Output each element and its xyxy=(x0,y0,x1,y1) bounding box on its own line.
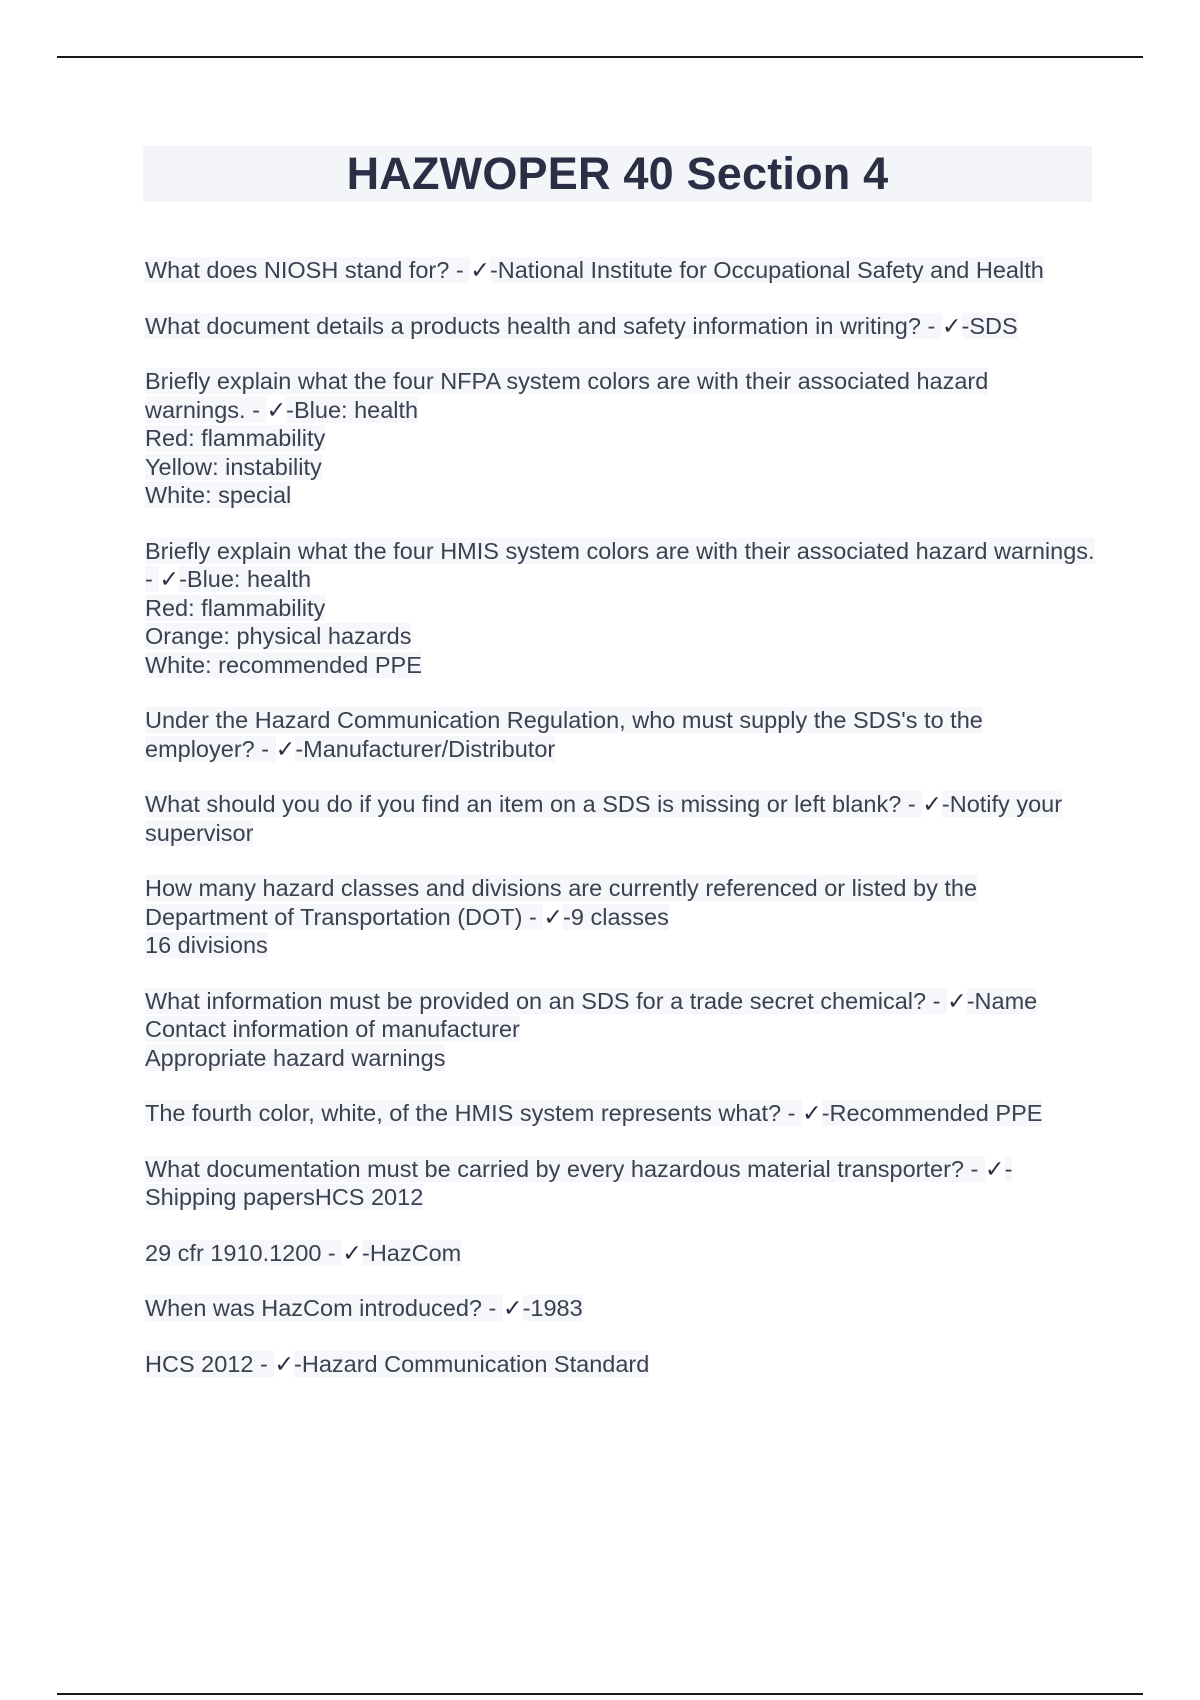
answer-text: Manufacturer/Distributor xyxy=(303,735,556,762)
separator: - xyxy=(963,1155,985,1182)
qa-item xyxy=(145,1294,1095,1323)
checkmark-icon: ✓ xyxy=(159,566,180,592)
question-text: Under the Hazard Communication Regulation, who must supply the SDS's to the employer? xyxy=(145,707,983,762)
qa-item xyxy=(145,367,1095,510)
qa-item xyxy=(145,1099,1095,1128)
checkmark-icon: ✓ xyxy=(502,1295,523,1321)
qa-item xyxy=(145,1239,1095,1268)
title-band xyxy=(143,146,1092,202)
question-text: What should you do if you find an item on a SDS is missing or left blank? xyxy=(145,791,902,817)
separator: - xyxy=(522,903,544,930)
qa-item xyxy=(145,706,1095,763)
checkmark-icon: ✓ xyxy=(470,257,490,283)
question-text: The fourth color, white, of the HMIS system represents what? xyxy=(145,1100,782,1126)
question-text: What documentation must be carried by every hazardous material transporter? xyxy=(145,1155,964,1182)
question-text: How many hazard classes and divisions are currently referenced or listed by the Department of Transportation (DOT) xyxy=(145,875,978,930)
separator: - xyxy=(901,791,923,817)
answer-text: Name Contact information of manufacturer Appropriate hazard warnings xyxy=(145,987,1038,1071)
separator: - xyxy=(920,312,942,339)
answer-text: Notify your supervisor xyxy=(145,791,1063,846)
answer-prefix: - xyxy=(1004,1155,1013,1182)
qa-item xyxy=(145,312,1095,341)
separator: - xyxy=(245,396,267,423)
qa-item xyxy=(145,256,1095,285)
page-title: HAZWOPER 40 Section 4 xyxy=(346,148,889,199)
answer-prefix: - xyxy=(522,1295,531,1321)
answer-prefix: - xyxy=(179,566,187,592)
checkmark-icon: ✓ xyxy=(275,735,296,762)
separator: - xyxy=(253,1350,275,1377)
answer-text: Shipping papersHCS 2012 xyxy=(145,1184,424,1210)
answer-prefix: - xyxy=(286,396,294,423)
answer-prefix: - xyxy=(961,312,970,339)
qa-item xyxy=(145,874,1095,960)
question-text: 29 cfr 1910.1200 xyxy=(145,1239,322,1266)
checkmark-icon: ✓ xyxy=(274,1350,295,1377)
question-text: Briefly explain what the four NFPA system colors are with their associated hazard warnings. xyxy=(145,368,989,423)
question-text: What does NIOSH stand for? xyxy=(145,257,450,283)
answer-prefix: - xyxy=(295,735,304,762)
answer-prefix: - xyxy=(361,1239,370,1266)
question-text: What information must be provided on an SDS for a trade secret chemical? xyxy=(145,987,927,1014)
answer-text: National Institute for Occupational Safety and Health xyxy=(497,257,1044,283)
answer-text: Blue: health Red: flammability Orange: physical hazards White: recommended PPE xyxy=(145,566,422,678)
answer-prefix: - xyxy=(489,257,498,283)
question-text: When was HazCom introduced? xyxy=(145,1295,482,1321)
answer-text: 1983 xyxy=(530,1295,583,1321)
separator: - xyxy=(449,257,471,283)
answer-text: Hazard Communication Standard xyxy=(301,1350,650,1377)
qa-item xyxy=(145,1155,1095,1212)
qa-list xyxy=(145,256,1095,1405)
qa-item xyxy=(145,1350,1095,1379)
checkmark-icon: ✓ xyxy=(543,903,564,930)
answer-text: Blue: health Red: flammability Yellow: instability White: special xyxy=(145,396,419,508)
qa-item xyxy=(145,987,1095,1073)
answer-text: 9 classes 16 divisions xyxy=(145,903,669,958)
bottom-rule xyxy=(57,1693,1143,1695)
separator: - xyxy=(254,735,276,762)
separator: - xyxy=(926,987,947,1014)
separator: - xyxy=(781,1100,802,1126)
checkmark-icon: ✓ xyxy=(922,791,942,817)
question-text: HCS 2012 xyxy=(145,1350,254,1377)
separator: - xyxy=(482,1295,503,1321)
checkmark-icon: ✓ xyxy=(941,312,962,339)
answer-text: Recommended PPE xyxy=(829,1100,1043,1126)
answer-prefix: - xyxy=(966,987,975,1014)
qa-item xyxy=(145,790,1095,847)
checkmark-icon: ✓ xyxy=(947,987,967,1014)
checkmark-icon: ✓ xyxy=(266,396,287,423)
answer-text: SDS xyxy=(969,312,1018,339)
answer-prefix: - xyxy=(941,791,950,817)
checkmark-icon: ✓ xyxy=(984,1155,1005,1182)
checkmark-icon: ✓ xyxy=(801,1100,822,1126)
separator: - xyxy=(145,566,160,592)
question-text: Briefly explain what the four HMIS system colors are with their associated hazard warnings. xyxy=(145,537,1095,564)
answer-prefix: - xyxy=(294,1350,302,1377)
qa-item xyxy=(145,537,1095,680)
answer-prefix: - xyxy=(563,903,571,930)
answer-prefix: - xyxy=(821,1100,830,1126)
separator: - xyxy=(321,1239,343,1266)
checkmark-icon: ✓ xyxy=(342,1239,362,1266)
top-rule xyxy=(57,56,1143,58)
question-text: What document details a products health and safety information in writing? xyxy=(145,312,921,339)
answer-text: HazCom xyxy=(369,1239,462,1266)
